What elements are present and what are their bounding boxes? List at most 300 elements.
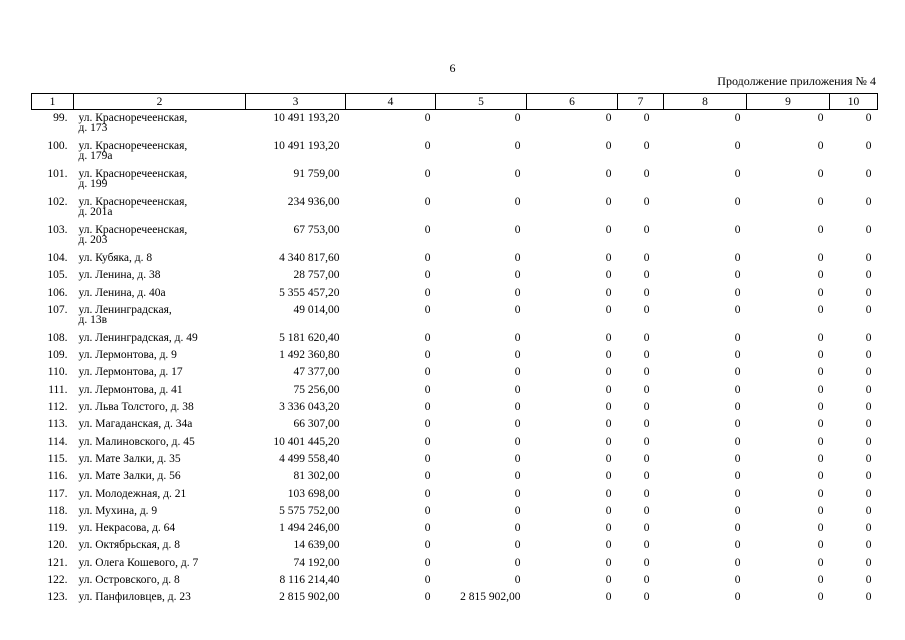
address-line: ул. Лермонтова, д. 41 — [78, 383, 183, 396]
value-cell: 0 — [514, 303, 521, 316]
value-cell: 0 — [514, 112, 521, 124]
table-row — [32, 197, 878, 225]
value-cell: 0 — [605, 539, 612, 552]
value-cell: 0 — [514, 140, 521, 152]
table-row — [32, 350, 878, 367]
row-number: 101. — [47, 168, 68, 180]
row-number: 116. — [47, 470, 68, 483]
value-cell: 74 192,00 — [293, 556, 340, 569]
value-cell: 0 — [514, 366, 521, 379]
value-cell: 0 — [865, 591, 872, 604]
value-cell: 0 — [514, 418, 521, 431]
value-cell: 0 — [605, 112, 612, 124]
value-cell: 0 — [424, 269, 431, 282]
address-cell — [74, 489, 246, 506]
value-cell: 0 — [605, 366, 612, 379]
value-cell: 0 — [734, 252, 741, 264]
address-line: д. 203 — [78, 234, 108, 246]
row-number: 99. — [53, 112, 68, 124]
address-cell — [74, 110, 246, 142]
address-line: д. 173 — [78, 122, 108, 134]
value-cell: 0 — [734, 269, 741, 282]
address-line: ул. Лермонтова, д. 17 — [78, 366, 183, 379]
address-line: ул. Октябрьская, д. 8 — [78, 539, 180, 552]
value-cell: 0 — [605, 435, 612, 448]
address-line: ул. Красноречеенская, — [78, 168, 188, 180]
address-cell — [74, 437, 246, 454]
value-cell: 0 — [817, 349, 824, 362]
row-number: 121. — [47, 556, 68, 569]
value-cell: 0 — [865, 452, 872, 465]
value-cell: 0 — [514, 522, 521, 535]
value-cell: 0 — [734, 286, 741, 299]
table-row — [32, 489, 878, 506]
value-cell: 0 — [734, 331, 741, 344]
value-cell: 0 — [424, 504, 431, 517]
value-cell: 67 753,00 — [293, 224, 340, 236]
value-cell: 0 — [605, 591, 612, 604]
value-cell: 0 — [734, 366, 741, 379]
value-cell: 234 936,00 — [287, 196, 340, 208]
value-cell: 0 — [817, 522, 824, 535]
table-body — [32, 110, 878, 610]
value-cell: 0 — [865, 574, 872, 587]
value-cell: 0 — [865, 349, 872, 362]
value-cell: 0 — [734, 224, 741, 236]
value-cell: 0 — [643, 539, 650, 552]
value-cell: 0 — [734, 140, 741, 152]
value-cell: 0 — [817, 504, 824, 517]
value-cell: 0 — [817, 286, 824, 299]
address-line: ул. Панфиловцев, д. 23 — [78, 591, 191, 604]
value-cell: 0 — [424, 435, 431, 448]
value-cell: 0 — [817, 435, 824, 448]
value-cell: 0 — [514, 196, 521, 208]
value-cell: 0 — [643, 224, 650, 236]
row-number: 120. — [47, 539, 68, 552]
table-header — [32, 94, 878, 110]
value-cell: 0 — [817, 591, 824, 604]
value-cell: 5 355 457,20 — [279, 286, 340, 299]
address-line: д. 179а — [78, 150, 113, 162]
value-cell: 0 — [643, 168, 650, 180]
table-row — [32, 419, 878, 436]
value-cell: 0 — [734, 112, 741, 124]
address-cell — [74, 169, 246, 197]
value-cell: 14 639,00 — [293, 539, 340, 552]
value-cell: 0 — [865, 539, 872, 552]
address-cell — [74, 419, 246, 436]
value-cell: 5 575 752,00 — [279, 504, 340, 517]
value-cell: 0 — [605, 401, 612, 414]
row-number: 114. — [47, 435, 68, 448]
value-cell: 0 — [643, 303, 650, 316]
value-cell: 0 — [865, 112, 872, 124]
value-cell: 0 — [424, 591, 431, 604]
table-row — [32, 333, 878, 350]
value-cell: 0 — [514, 269, 521, 282]
address-cell — [74, 523, 246, 540]
value-cell: 0 — [424, 539, 431, 552]
value-cell: 0 — [734, 487, 741, 500]
value-cell: 0 — [605, 269, 612, 282]
value-cell: 0 — [605, 303, 612, 316]
value-cell: 0 — [643, 401, 650, 414]
value-cell: 0 — [605, 224, 612, 236]
table-row — [32, 437, 878, 454]
table-row — [32, 592, 878, 609]
table-row — [32, 575, 878, 592]
address-line: ул. Красноречеенская, — [78, 140, 188, 152]
value-cell: 0 — [643, 140, 650, 152]
address-line: ул. Ленинградская, д. 49 — [78, 331, 198, 344]
value-cell: 0 — [605, 252, 612, 264]
table-row — [32, 385, 878, 402]
value-cell: 0 — [424, 224, 431, 236]
value-cell: 0 — [514, 252, 521, 264]
value-cell: 66 307,00 — [293, 418, 340, 431]
value-cell: 0 — [424, 140, 431, 152]
value-cell: 0 — [865, 487, 872, 500]
address-cell — [74, 454, 246, 471]
row-number: 106. — [47, 286, 68, 299]
column-header: 7 — [618, 94, 664, 110]
value-cell: 0 — [734, 418, 741, 431]
value-cell: 8 116 214,40 — [279, 574, 340, 587]
value-cell: 10 491 193,20 — [273, 112, 340, 124]
value-cell: 0 — [424, 112, 431, 124]
address-line: ул. Мухина, д. 9 — [78, 504, 158, 517]
table-row — [32, 141, 878, 169]
value-cell: 0 — [605, 349, 612, 362]
value-cell: 0 — [643, 196, 650, 208]
value-cell: 0 — [865, 286, 872, 299]
value-cell: 0 — [424, 487, 431, 500]
address-cell — [74, 253, 246, 270]
value-cell: 0 — [734, 574, 741, 587]
value-cell: 0 — [865, 383, 872, 396]
address-cell — [74, 141, 246, 169]
value-cell: 0 — [424, 331, 431, 344]
value-cell: 0 — [424, 366, 431, 379]
row-number: 107. — [47, 303, 68, 316]
value-cell: 0 — [424, 252, 431, 264]
row-number: 117. — [47, 487, 68, 500]
address-line: д. 13в — [78, 313, 108, 326]
row-number: 111. — [48, 383, 68, 396]
value-cell: 0 — [643, 591, 650, 604]
value-cell: 0 — [605, 168, 612, 180]
value-cell: 0 — [817, 366, 824, 379]
row-number: 115. — [47, 452, 68, 465]
value-cell: 0 — [817, 452, 824, 465]
value-cell: 0 — [865, 366, 872, 379]
table-row — [32, 305, 878, 333]
value-cell: 0 — [514, 331, 521, 344]
value-cell: 3 336 043,20 — [279, 401, 340, 414]
value-cell: 1 494 246,00 — [279, 522, 340, 535]
table-row — [32, 471, 878, 488]
value-cell: 0 — [817, 269, 824, 282]
value-cell: 0 — [605, 331, 612, 344]
address-cell — [74, 270, 246, 287]
table-row — [32, 506, 878, 523]
value-cell: 0 — [865, 331, 872, 344]
address-line: ул. Мате Залки, д. 35 — [78, 452, 181, 465]
value-cell: 0 — [865, 504, 872, 517]
address-cell — [74, 575, 246, 592]
value-cell: 0 — [424, 401, 431, 414]
value-cell: 0 — [643, 112, 650, 124]
row-number: 104. — [47, 252, 68, 264]
address-line: ул. Олега Кошевого, д. 7 — [78, 556, 199, 569]
value-cell: 0 — [605, 383, 612, 396]
address-cell — [74, 402, 246, 419]
value-cell: 0 — [734, 539, 741, 552]
address-cell — [74, 350, 246, 367]
address-line: ул. Малиновского, д. 45 — [78, 435, 195, 448]
value-cell: 0 — [817, 556, 824, 569]
value-cell: 0 — [605, 286, 612, 299]
value-cell: 0 — [643, 522, 650, 535]
address-cell — [74, 540, 246, 557]
table-row — [32, 402, 878, 419]
value-cell: 0 — [817, 140, 824, 152]
value-cell: 0 — [734, 435, 741, 448]
value-cell: 0 — [514, 224, 521, 236]
address-line: ул. Красноречеенская, — [78, 196, 188, 208]
column-header: 5 — [436, 94, 527, 110]
value-cell: 4 499 558,40 — [279, 452, 340, 465]
value-cell: 1 492 360,80 — [279, 349, 340, 362]
value-cell: 0 — [514, 504, 521, 517]
address-line: ул. Льва Толстого, д. 38 — [78, 401, 194, 414]
value-cell: 0 — [514, 574, 521, 587]
row-number: 123. — [47, 591, 68, 604]
address-line: д. 201а — [78, 206, 113, 218]
value-cell: 0 — [734, 401, 741, 414]
value-cell: 0 — [643, 331, 650, 344]
value-cell: 0 — [865, 435, 872, 448]
row-number: 112. — [47, 401, 68, 414]
value-cell: 10 401 445,20 — [273, 435, 340, 448]
value-cell: 0 — [643, 252, 650, 264]
value-cell: 0 — [734, 452, 741, 465]
address-cell — [74, 197, 246, 225]
value-cell: 0 — [817, 401, 824, 414]
value-cell: 0 — [514, 286, 521, 299]
value-cell: 49 014,00 — [293, 303, 340, 316]
value-cell: 0 — [865, 418, 872, 431]
address-line: ул. Молодежная, д. 21 — [78, 487, 187, 500]
column-header: 4 — [346, 94, 436, 110]
value-cell: 0 — [865, 168, 872, 180]
value-cell: 5 181 620,40 — [279, 331, 340, 344]
value-cell: 0 — [734, 349, 741, 362]
value-cell: 0 — [514, 487, 521, 500]
value-cell: 0 — [643, 366, 650, 379]
value-cell: 91 759,00 — [293, 168, 340, 180]
address-cell — [74, 225, 246, 253]
value-cell: 0 — [424, 418, 431, 431]
appendix-continuation-note: Продолжение приложения № 4 — [717, 74, 876, 88]
address-cell — [74, 506, 246, 523]
value-cell: 0 — [605, 196, 612, 208]
value-cell: 0 — [424, 303, 431, 316]
row-number: 105. — [47, 269, 68, 282]
value-cell: 0 — [865, 140, 872, 152]
address-line: ул. Некрасова, д. 64 — [78, 522, 176, 535]
value-cell: 0 — [605, 452, 612, 465]
address-line: ул. Кубяка, д. 8 — [78, 252, 153, 264]
value-cell: 0 — [643, 383, 650, 396]
address-cell — [74, 333, 246, 350]
row-number: 113. — [47, 418, 68, 431]
address-line: ул. Ленина, д. 40а — [78, 286, 166, 299]
address-cell — [74, 288, 246, 305]
value-cell: 0 — [424, 574, 431, 587]
row-number: 118. — [47, 504, 68, 517]
value-cell: 0 — [424, 556, 431, 569]
value-cell: 0 — [734, 591, 741, 604]
value-cell: 0 — [817, 418, 824, 431]
value-cell: 0 — [514, 539, 521, 552]
value-cell: 0 — [424, 168, 431, 180]
value-cell: 0 — [643, 470, 650, 483]
value-cell: 0 — [514, 556, 521, 569]
value-cell: 0 — [817, 470, 824, 483]
column-header: 2 — [74, 94, 246, 110]
value-cell: 28 757,00 — [293, 269, 340, 282]
table-row — [32, 288, 878, 305]
column-header: 9 — [747, 94, 830, 110]
value-cell: 0 — [817, 252, 824, 264]
value-cell: 0 — [514, 452, 521, 465]
row-number: 108. — [47, 331, 68, 344]
value-cell: 0 — [734, 383, 741, 396]
value-cell: 0 — [514, 470, 521, 483]
column-header: 3 — [246, 94, 346, 110]
value-cell: 0 — [865, 303, 872, 316]
value-cell: 0 — [605, 556, 612, 569]
address-cell — [74, 471, 246, 488]
row-number: 102. — [47, 196, 68, 208]
value-cell: 0 — [605, 522, 612, 535]
value-cell: 0 — [605, 470, 612, 483]
value-cell: 0 — [817, 383, 824, 396]
value-cell: 0 — [817, 112, 824, 124]
address-cell — [74, 558, 246, 575]
value-cell: 0 — [643, 418, 650, 431]
value-cell: 0 — [734, 556, 741, 569]
row-number: 110. — [47, 366, 68, 379]
value-cell: 0 — [424, 452, 431, 465]
address-line: ул. Лермонтова, д. 9 — [78, 349, 177, 362]
value-cell: 0 — [514, 168, 521, 180]
value-cell: 0 — [424, 196, 431, 208]
value-cell: 0 — [865, 556, 872, 569]
value-cell: 47 377,00 — [293, 366, 340, 379]
value-cell: 0 — [734, 504, 741, 517]
table-row — [32, 523, 878, 540]
table-row — [32, 225, 878, 253]
address-line: ул. Красноречеенская, — [78, 224, 188, 236]
column-header: 6 — [527, 94, 618, 110]
value-cell: 75 256,00 — [293, 383, 340, 396]
address-line: ул. Красноречеенская, — [78, 112, 188, 124]
page-number: 6 — [449, 61, 456, 75]
value-cell: 103 698,00 — [287, 487, 340, 500]
data-table — [31, 93, 878, 610]
value-cell: 0 — [734, 196, 741, 208]
value-cell: 0 — [643, 574, 650, 587]
address-line: ул. Островского, д. 8 — [78, 574, 180, 587]
value-cell: 0 — [734, 303, 741, 316]
table-row — [32, 110, 878, 142]
value-cell: 0 — [643, 452, 650, 465]
address-cell — [74, 385, 246, 402]
table-row — [32, 253, 878, 270]
value-cell: 10 491 193,20 — [273, 140, 340, 152]
value-cell: 0 — [865, 224, 872, 236]
value-cell: 0 — [643, 435, 650, 448]
value-cell: 0 — [817, 303, 824, 316]
value-cell: 0 — [514, 383, 521, 396]
value-cell: 0 — [734, 522, 741, 535]
value-cell: 0 — [424, 470, 431, 483]
column-header: 8 — [664, 94, 747, 110]
value-cell: 4 340 817,60 — [279, 252, 340, 264]
value-cell: 0 — [865, 522, 872, 535]
value-cell: 0 — [643, 286, 650, 299]
value-cell: 0 — [605, 574, 612, 587]
value-cell: 0 — [865, 470, 872, 483]
value-cell: 0 — [424, 286, 431, 299]
value-cell: 0 — [514, 435, 521, 448]
value-cell: 0 — [605, 418, 612, 431]
value-cell: 0 — [514, 349, 521, 362]
row-number: 109. — [47, 349, 68, 362]
row-number: 122. — [47, 574, 68, 587]
row-number: 119. — [47, 522, 68, 535]
value-cell: 0 — [424, 522, 431, 535]
value-cell: 0 — [817, 196, 824, 208]
value-cell: 0 — [605, 504, 612, 517]
value-cell: 0 — [734, 470, 741, 483]
row-number: 103. — [47, 224, 68, 236]
table-row — [32, 454, 878, 471]
value-cell: 0 — [817, 487, 824, 500]
table-row — [32, 558, 878, 575]
value-cell: 0 — [865, 401, 872, 414]
value-cell: 0 — [643, 556, 650, 569]
column-header: 1 — [32, 94, 74, 110]
value-cell: 0 — [643, 269, 650, 282]
value-cell: 0 — [865, 196, 872, 208]
value-cell: 0 — [817, 168, 824, 180]
address-line: д. 199 — [78, 178, 108, 190]
value-cell: 0 — [605, 140, 612, 152]
value-cell: 0 — [817, 331, 824, 344]
address-cell — [74, 305, 246, 333]
table-row — [32, 367, 878, 384]
value-cell: 0 — [605, 487, 612, 500]
value-cell: 81 302,00 — [293, 470, 340, 483]
table-row — [32, 270, 878, 287]
value-cell: 0 — [514, 401, 521, 414]
address-line: ул. Ленина, д. 38 — [78, 269, 161, 282]
address-line: ул. Ленинградская, — [78, 303, 172, 316]
